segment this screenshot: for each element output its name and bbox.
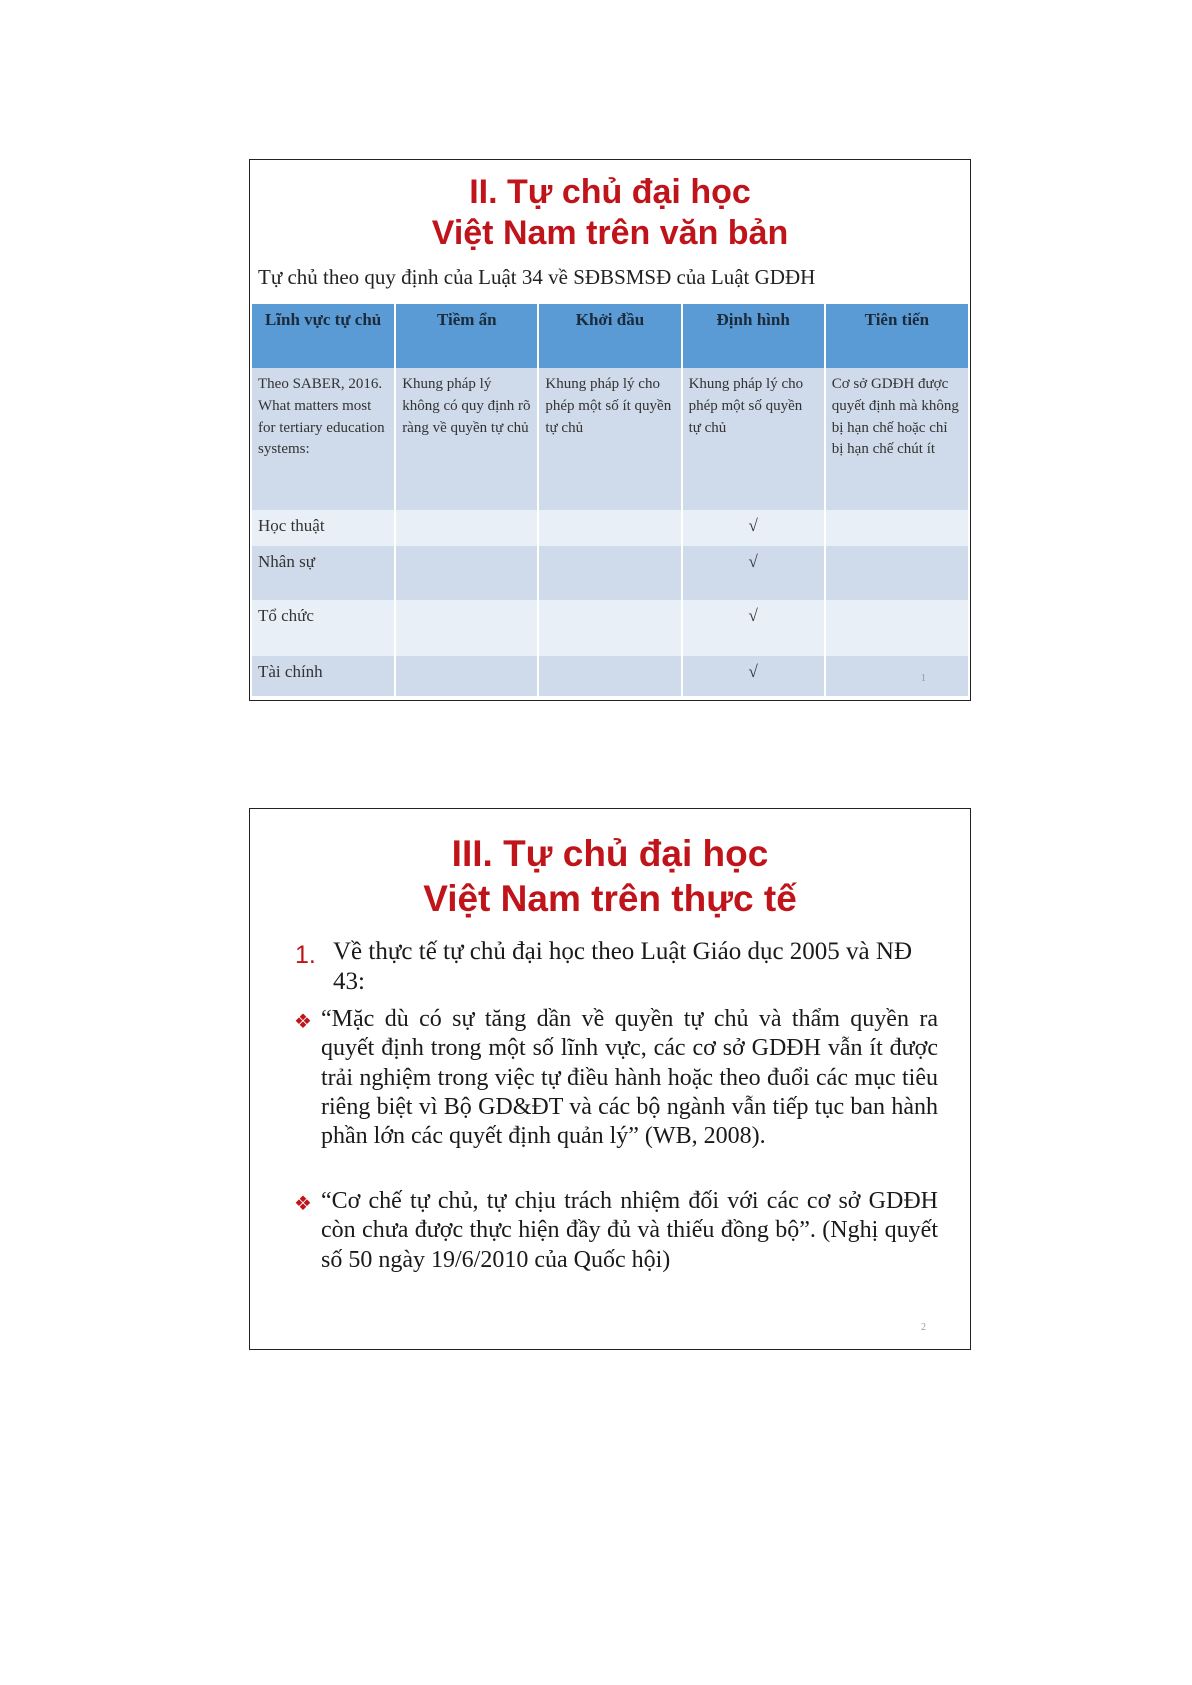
check-mark: √	[682, 656, 825, 696]
table-cell: Khung pháp lý cho phép một số ít quyền tự chủ	[538, 368, 681, 510]
slide-written-autonomy	[249, 159, 971, 701]
title-line-1: III. Tự chủ đại học	[451, 833, 769, 874]
title-line-2: Việt Nam trên thực tế	[423, 878, 797, 920]
row-label: Tổ chức	[252, 600, 395, 656]
slide-page-number: 1	[921, 673, 926, 684]
check-mark: √	[682, 600, 825, 656]
table-cell: Khung pháp lý không có quy định rõ ràng về quyền tự chủ	[395, 368, 538, 510]
table-cell	[395, 510, 538, 546]
slide-subtitle: Tự chủ theo quy định của Luật 34 về SĐBSMSĐ của Luật GDĐH	[258, 264, 816, 289]
table-cell	[825, 546, 968, 600]
diamond-bullet-icon: ❖	[294, 1191, 312, 1215]
title-line-2: Việt Nam trên văn bản	[431, 214, 789, 253]
check-mark: √	[682, 546, 825, 600]
table-cell	[538, 546, 681, 600]
table-row	[252, 656, 968, 696]
row-label: Nhân sự	[252, 546, 395, 600]
table-description-row	[252, 368, 968, 510]
header-established: Định hình	[682, 304, 825, 368]
table-row	[252, 510, 968, 546]
row-label: Học thuật	[252, 510, 395, 546]
table-cell	[825, 600, 968, 656]
slide-title	[250, 172, 970, 255]
autonomy-table	[252, 304, 968, 696]
header-emerging: Khởi đầu	[538, 304, 681, 368]
list-item-text: Về thực tế tự chủ đại học theo Luật Giáo dục 2005 và NĐ 43:	[333, 938, 913, 995]
header-area: Lĩnh vực tự chủ	[252, 304, 395, 368]
slide-page-number: 2	[921, 1322, 926, 1333]
table-cell	[538, 600, 681, 656]
table-row	[252, 546, 968, 600]
title-line-1: II. Tự chủ đại học	[469, 173, 751, 211]
header-latent: Tiềm ẩn	[395, 304, 538, 368]
quote-bullet: “Cơ chế tự chủ, tự chịu trách nhiệm đối với các cơ sở GDĐH còn chưa được thực hiện đầy đủ và thiếu đồng bộ”. (Nghị quyết số 50 ngày 19/6/2010 của Quốc hội)	[321, 1188, 938, 1273]
check-mark: √	[682, 510, 825, 546]
table-cell	[538, 656, 681, 696]
row-label: Tài chính	[252, 656, 395, 696]
table-cell	[825, 510, 968, 546]
table-cell	[395, 600, 538, 656]
list-number: 1.	[295, 941, 316, 969]
slide-practical-autonomy	[249, 808, 971, 1350]
table-cell: Khung pháp lý cho phép một số quyền tự chủ	[682, 368, 825, 510]
header-advanced: Tiên tiến	[825, 304, 968, 368]
table-cell	[825, 656, 968, 696]
diamond-bullet-icon: ❖	[294, 1009, 312, 1033]
table-cell: Cơ sở GDĐH được quyết định mà không bị hạn chế hoặc chỉ bị hạn chế chút ít	[825, 368, 968, 510]
slide-title	[250, 831, 970, 921]
table-header-row	[252, 304, 968, 368]
table-cell	[395, 656, 538, 696]
table-cell: Theo SABER, 2016. What matters most for tertiary education systems:	[252, 368, 395, 510]
table-cell	[395, 546, 538, 600]
table-row	[252, 600, 968, 656]
table-cell	[538, 510, 681, 546]
quote-bullet: “Mặc dù có sự tăng dần về quyền tự chủ và thẩm quyền ra quyết định trong một số lĩnh vực, các cơ sở GDĐH vẫn ít được trải nghiệm trong việc tự điều hành hoặc theo đuổi các mục tiêu riêng biệt vì Bộ GD&ĐT và các bộ ngành vẫn tiếp tục ban hành phần lớn các quyết định quản lý” (WB, 2008).	[321, 1006, 938, 1150]
